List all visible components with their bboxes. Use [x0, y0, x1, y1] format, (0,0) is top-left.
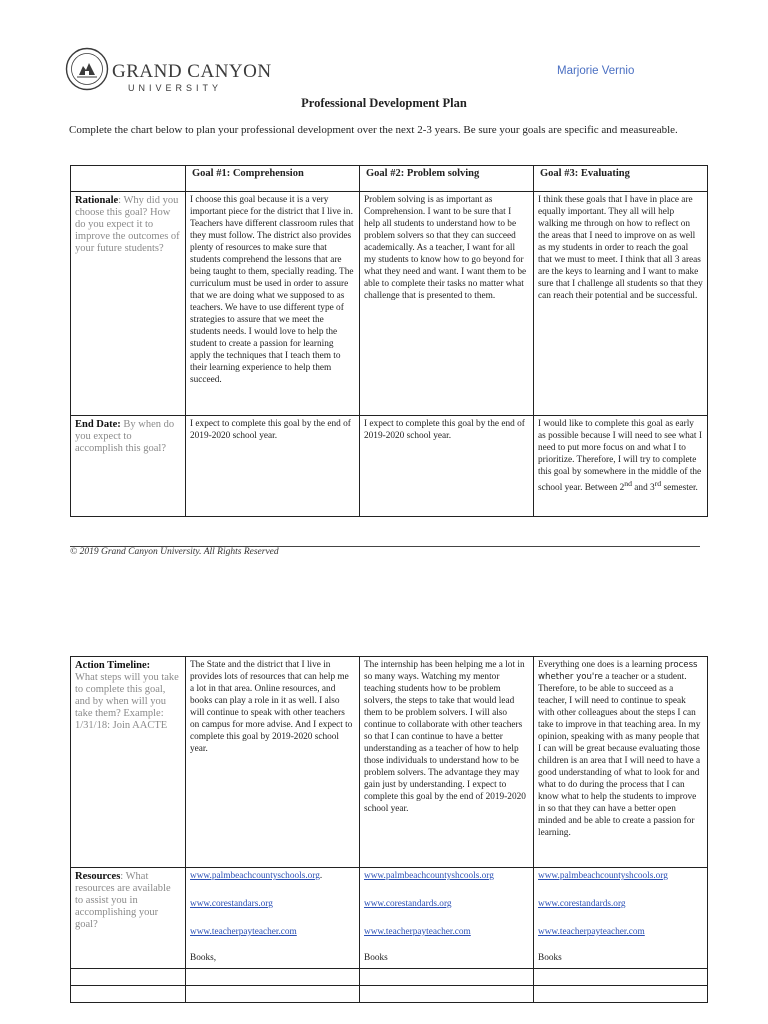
rationale-label-cell: [71, 192, 186, 416]
resources-prompt: : What resources are available to assist you in accomplishing your goal?: [75, 871, 171, 930]
resource-link[interactable]: www.teacherpayteacher.com: [364, 927, 471, 937]
rationale-row: [71, 192, 708, 416]
resource-link[interactable]: www.palmbeachcountyshcools.org: [364, 871, 494, 881]
end-date-row: [71, 416, 708, 517]
resources-goal-1: [186, 868, 360, 969]
empty-cell: [186, 969, 360, 986]
plan-table-page2: [70, 656, 708, 1003]
rationale-label: Rationale: [75, 195, 119, 206]
author-name: Marjorie Vernio: [557, 65, 635, 77]
university-logo: [65, 47, 272, 99]
resources-goal-2: [360, 868, 534, 969]
rationale-goal-3: I think these goals that I have in place are equally important. They all will help walking me through on how to reflect on the areas that I need to improve on as well as my students in order to reach the goal that we must to meet. I think that all 3 areas are the keys to learning and I want to make sure that I challenge all students so that they can reach their potential and be successful.: [534, 192, 708, 416]
copyright-footer: © 2019 Grand Canyon University. All Rights Reserved: [70, 547, 279, 557]
resource-link[interactable]: www.teacherpayteacher.com: [190, 927, 297, 937]
action-goal-3-text: Everything one does is a learning: [538, 660, 665, 670]
resource-link[interactable]: www.palmbeachcountyschools.org: [190, 871, 320, 881]
action-goal-3: [534, 657, 708, 868]
resource-link[interactable]: www.corestandards.org: [538, 899, 626, 909]
resources-row: [71, 868, 708, 969]
action-goal-2: The internship has been helping me a lot in so many ways. Watching my mentor teaching students how to be problem solvers, the steps to take that would lead them to be problem solvers. I will also continue to collaborate with other teachers so that I can continue to have a better understanding as a teacher of how to help those individuals to understand how to be problem solvers. The advantage they may gain just by understanding. I expect to complete this goal by the end of 2019-2020 school year.: [360, 657, 534, 868]
rationale-goal-2: Problem solving is as important as Comprehension. I want to be sure that I help all students to understand how to be problem solvers so that they can succeed academically. As a teacher, I want for all my students to know how to go beyond for what they need and want. I want them to be able to complete their tasks no matter what challenge that is presented to them.: [360, 192, 534, 416]
end-date-goal-1: I expect to complete this goal by the end of 2019-2020 school year.: [186, 416, 360, 517]
action-goal-3-text-2: a teacher or a student. Therefore, to be able to succeed as a teacher, I will need to continue to speak with other colleagues about the steps I can take to improve in that teaching area. In my opinion, speaking with as many people that I can will be great because evaluating those children is an area that I will need to have a good understanding of what to look for and what to do during the process that I can know what to help the students to improve in so that they can have a better open minded and be able to create a passion for learning.: [538, 672, 701, 838]
end-date-goal-2: I expect to complete this goal by the end of 2019-2020 school year.: [360, 416, 534, 517]
empty-cell: [71, 986, 186, 1003]
resource-link[interactable]: www.teacherpayteacher.com: [538, 927, 645, 937]
end-date-goal-3-text-3: semester.: [661, 483, 698, 494]
resource-books: Books: [538, 953, 562, 963]
resources-goal-3: [534, 868, 708, 969]
action-timeline-prompt: What steps will you take to complete this goal, and by when will you take them? Example:: [75, 672, 179, 719]
document-title: Professional Development Plan: [301, 96, 467, 110]
action-timeline-colon: :: [146, 660, 151, 671]
goal-3-header: Goal #3: Evaluating: [534, 166, 708, 192]
empty-cell: [534, 986, 708, 1003]
action-timeline-example: 1/31/18: Join AACTE: [75, 720, 168, 731]
empty-row: [71, 969, 708, 986]
goal-1-header: Goal #1: Comprehension: [186, 166, 360, 192]
empty-cell: [534, 969, 708, 986]
empty-cell: [360, 969, 534, 986]
logo-subtitle: UNIVERSITY: [128, 83, 223, 93]
blank-header-cell: [71, 166, 186, 192]
end-date-goal-3-text: I would like to complete this goal as early as possible because I will need to see what I need to put more focus on and what I to prioritize. Therefore, I will try to complete this goal by somewhere in the middle of the school year. Between 2: [538, 419, 702, 494]
rationale-goal-1: I choose this goal because it is a very important piece for the district that I live in. Teachers have different classroom rules that they must follow. The district also provides plenty of resources to make sure that students comprehend the lessons that are being taught to them, specially reading. The curriculum must be used in order to assure that we are doing what we supposed to as teachers. We have to use different type of strategies to assure that we meet the students needs. I would love to help the student to create a passion for learning apply the techniques that I teach them to their learning experience to help them succeed.: [186, 192, 360, 416]
end-date-goal-3: [534, 416, 708, 517]
end-date-goal-3-text-2: and 3: [631, 483, 655, 494]
action-goal-3-phrase: process whether you're: [538, 660, 698, 682]
goal-2-header: Goal #2: Problem solving: [360, 166, 534, 192]
end-date-prompt: By when do you expect to accomplish this goal?: [75, 419, 175, 454]
resource-books: Books: [364, 953, 388, 963]
link-suffix: .: [319, 871, 323, 881]
empty-cell: [71, 969, 186, 986]
rationale-prompt: : Why did you choose this goal? How do you expect it to improve the outcomes of your future students?: [75, 195, 180, 254]
action-timeline-label-cell: [71, 657, 186, 868]
resource-link[interactable]: www.corestandards.org: [364, 899, 452, 909]
ordinal-suffix-2: rd: [654, 479, 662, 488]
resource-link[interactable]: www.corestandars.org: [190, 899, 273, 909]
end-date-label-cell: [71, 416, 186, 517]
instructions-text: Complete the chart below to plan your professional development over the next 2-3 years. Be sure your goals are specific and measureable.: [69, 124, 678, 136]
logo-wordmark: GRAND CANYON: [112, 61, 272, 82]
end-date-label: End Date:: [75, 419, 121, 430]
ordinal-suffix: nd: [624, 479, 632, 488]
university-seal-icon: [65, 47, 109, 91]
goals-header-row: [71, 166, 708, 192]
action-timeline-label: Action Timeline: [75, 660, 147, 671]
resource-books: Books,: [190, 953, 217, 963]
action-timeline-row: [71, 657, 708, 868]
empty-cell: [360, 986, 534, 1003]
plan-table-page1: [70, 165, 708, 517]
empty-row: [71, 986, 708, 1003]
action-goal-1: The State and the district that I live in provides lots of resources that can help me a lot in that area. Online resources, and books can play a role in it as well. I also will continue to speak with other teachers on campus for more advise. And I expect to complete this goal by 2019-2020 school year.: [186, 657, 360, 868]
resources-label: Resources: [75, 871, 121, 882]
resources-label-cell: [71, 868, 186, 969]
resource-link[interactable]: www.palmbeachcountyshcools.org: [538, 871, 668, 881]
empty-cell: [186, 986, 360, 1003]
